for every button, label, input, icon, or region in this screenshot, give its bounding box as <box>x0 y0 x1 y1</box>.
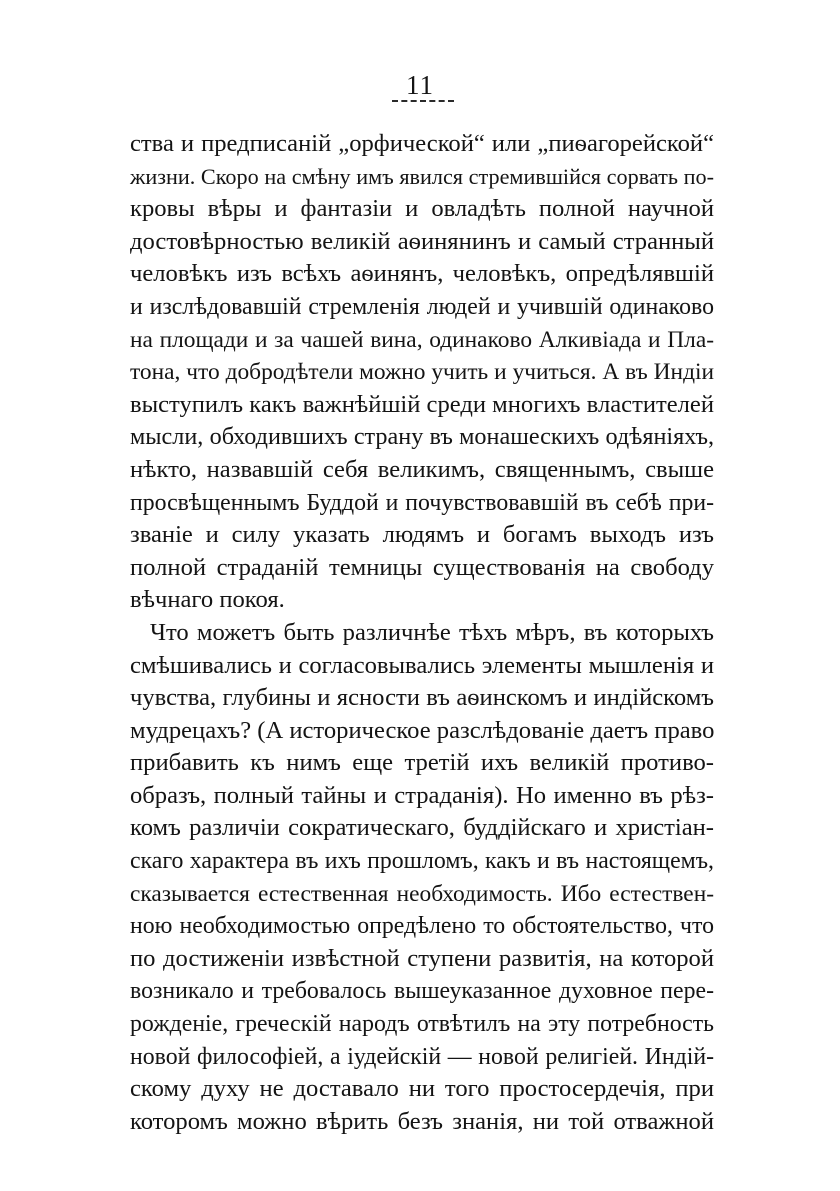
text-line: жизни. Скоро на смѣну имъ явился стремившійся сорвать по- <box>130 163 714 189</box>
text-line: ства и предписаній „орфической“ или „пиѳагорейской“ <box>130 130 714 157</box>
page-number: 11 <box>406 70 434 100</box>
text-line: нѣкто, назвавшій себя великимъ, священнымъ, свыше <box>130 455 714 483</box>
text-line: выступилъ какъ важнѣйшій среди многихъ властителей <box>130 390 714 418</box>
text-line: достовѣрностью великій аѳинянинъ и самый странный <box>130 227 714 255</box>
text-line: полной страданій темницы существованія на свободу <box>130 553 714 581</box>
text-line: образъ, полный тайны и страданія). Но именно въ рѣз- <box>130 781 714 809</box>
text-line: рожденіе, греческій народъ отвѣтилъ на эту потребность <box>130 1011 714 1038</box>
text-line: по достиженіи извѣстной ступени развитія, на которой <box>130 944 714 972</box>
text-line: скому духу не доставало ни того простосердечія, при <box>130 1075 714 1103</box>
text-line: просвѣщеннымъ Буддой и почувствовавшій въ себѣ при- <box>130 489 714 516</box>
text-line: и изслѣдовавшій стремленія людей и учившій одинаково <box>130 293 714 320</box>
text-line: сказывается естественная необходимость. Ибо естествен- <box>130 880 714 907</box>
text-line: чувства, глубины и ясности въ аѳинскомъ и индійскомъ <box>130 684 714 712</box>
text-line: которомъ можно вѣрить безъ знанія, ни той отважной <box>130 1107 714 1135</box>
text-line: новой философіей, а іудейскій — новой религіей. Индій- <box>130 1043 714 1070</box>
text-line: человѣкъ изъ всѣхъ аѳинянъ, человѣкъ, опредѣлявшій <box>130 260 714 288</box>
text-line: мудрецахъ? (А историческое разслѣдованіе даетъ право <box>130 716 715 744</box>
text-line: ною необходимостью опредѣлено то обстоятельство, что <box>130 913 714 940</box>
body-text <box>130 128 714 1138</box>
text-line: на площади и за чашей вина, одинаково Алкивіада и Пла- <box>130 326 714 353</box>
text-line: смѣшивались и согласовывались элементы мышленія и <box>130 651 714 679</box>
text-line: вѣчнаго покоя. <box>130 586 285 614</box>
text-line: скаго характера въ ихъ прошломъ, какъ и въ настоящемъ, <box>130 848 714 875</box>
text-line: мысли, обходившихъ страну въ монашескихъ одѣяніяхъ, <box>130 423 714 451</box>
text-line: тона, что добродѣтели можно учить и учиться. А въ Индіи <box>130 359 714 386</box>
text-line: прибавить къ нимъ еще третій ихъ великій противо- <box>130 749 714 777</box>
text-line: комъ различіи сократическаго, буддійскаго и христіан- <box>130 814 714 842</box>
text-line: возникало и требовалось вышеуказанное духовное пере- <box>130 978 714 1005</box>
text-line: званіе и силу указать людямъ и богамъ выходъ изъ <box>130 521 714 549</box>
page-number-rule <box>392 100 454 102</box>
text-line: Что можетъ быть различнѣе тѣхъ мѣръ, въ которыхъ <box>150 618 714 646</box>
text-line: кровы вѣры и фантазіи и овладѣть полной научной <box>130 195 714 223</box>
